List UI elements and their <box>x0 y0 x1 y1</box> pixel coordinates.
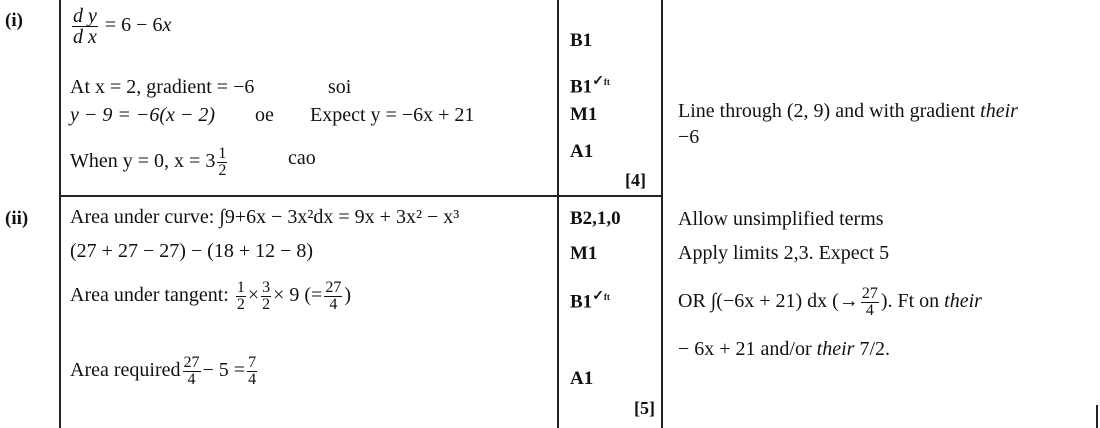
ft-tick-glyph: ✓ <box>592 289 604 304</box>
mark-i-4: A1 <box>570 141 594 162</box>
tangent-tail: × 9 (= <box>273 284 323 307</box>
part-i-label: (i) <box>5 10 23 31</box>
ft-tick-glyph: ✓ <box>592 74 604 89</box>
tangent-fraction-3 <box>324 280 342 313</box>
tf3-num: 27 <box>325 279 342 296</box>
marks-column-left-divider <box>557 0 559 428</box>
tangent-equation: y − 9 = −6(x − 2) <box>70 104 216 126</box>
mark-ii-4: A1 <box>570 368 594 389</box>
c3-prefix: OR ∫ <box>678 290 717 313</box>
comment-ii-1: Allow unsimplified terms <box>678 208 884 230</box>
mark-i-2 <box>570 73 610 98</box>
comment-ii-2: Apply limits 2,3. Expect 5 <box>678 242 890 264</box>
x-intercept-text: When y = 0, x = 3 <box>70 150 216 173</box>
oe-note: oe <box>255 104 274 126</box>
mark-ii-3-text: B1 <box>570 291 593 313</box>
rf1-num: 27 <box>183 354 200 371</box>
left-column-divider <box>59 0 61 428</box>
c3-fraction <box>861 286 879 319</box>
soi-note: soi <box>328 76 352 98</box>
comment-i-line1 <box>678 100 1018 123</box>
tangent-fraction-2 <box>261 280 271 313</box>
c4-text: − 6x + 21 and/or <box>678 338 812 360</box>
part-ii-label: (ii) <box>5 208 29 229</box>
part-separator-line <box>59 195 661 197</box>
mark-ii-3 <box>570 288 610 313</box>
tangent-fraction-1 <box>236 280 246 313</box>
tangent-times: × <box>247 284 260 307</box>
c3-body: (−6x + 21) dx (→ <box>716 290 859 313</box>
area-under-curve: Area under curve: ∫9+6x − 3x²dx = 9x + 3x² − x³ <box>70 206 460 228</box>
mark-i-3: M1 <box>570 104 598 125</box>
mark-i-2-text: B1 <box>570 76 593 98</box>
area-under-tangent <box>70 280 351 313</box>
c4-their: their <box>816 338 855 360</box>
tf1-den: 2 <box>236 296 245 313</box>
ft-tick-label: ft <box>603 77 610 87</box>
tangent-prefix: Area under tangent: <box>70 284 229 307</box>
mark-ii-2: M1 <box>570 243 598 264</box>
tf2-num: 3 <box>262 279 271 296</box>
required-mid: − 5 = <box>202 359 246 382</box>
x-intercept-line <box>70 146 229 179</box>
comment-ii-3 <box>678 286 982 319</box>
expect-note: Expect y = −6x + 21 <box>310 104 475 126</box>
c3-num: 27 <box>861 285 878 302</box>
c3-their: their <box>944 290 982 313</box>
ft-tick-icon <box>592 289 610 304</box>
rf2-num: 7 <box>248 354 257 371</box>
derivative-denominator: d x <box>73 26 97 48</box>
page-edge-marker <box>1096 405 1098 428</box>
required-prefix: Area required <box>70 359 181 382</box>
comment-i-their: their <box>980 100 1018 122</box>
derivative-numerator: d y <box>73 5 97 27</box>
half-denominator: 2 <box>218 162 227 179</box>
tangent-close: ) <box>344 284 351 307</box>
total-ii: [5] <box>634 398 655 418</box>
required-fraction-2 <box>247 355 257 388</box>
area-required <box>70 355 259 388</box>
ft-tick-label: ft <box>603 292 610 302</box>
required-fraction-1 <box>183 355 201 388</box>
comment-i-line2: −6 <box>678 126 700 148</box>
mark-ii-1: B2,1,0 <box>570 208 621 229</box>
total-i: [4] <box>625 170 646 190</box>
derivative-rhs: = 6 − 6 <box>104 14 163 37</box>
tf1-num: 1 <box>236 279 245 296</box>
comment-ii-4 <box>678 338 890 361</box>
mark-i-1: B1 <box>570 30 593 51</box>
rf1-den: 4 <box>183 371 201 388</box>
cao-note: cao <box>288 147 316 169</box>
marks-column-right-divider <box>661 0 663 428</box>
limits-substitution: (27 + 27 − 27) − (18 + 12 − 8) <box>70 240 314 262</box>
c3-tail: ). Ft on <box>880 290 940 313</box>
c4-tail: 7/2. <box>859 338 890 360</box>
tf2-den: 2 <box>262 296 271 313</box>
derivative-expression <box>70 6 171 47</box>
c3-den: 4 <box>861 302 879 319</box>
half-numerator: 1 <box>218 145 227 162</box>
ft-tick-icon <box>592 74 610 89</box>
rf2-den: 4 <box>248 371 257 388</box>
comment-i-text: Line through (2, 9) and with gradient <box>678 100 976 122</box>
tf3-den: 4 <box>324 296 342 313</box>
half-fraction <box>217 146 227 179</box>
gradient-line: At x = 2, gradient = −6 <box>70 76 255 98</box>
derivative-x: x <box>162 14 172 37</box>
